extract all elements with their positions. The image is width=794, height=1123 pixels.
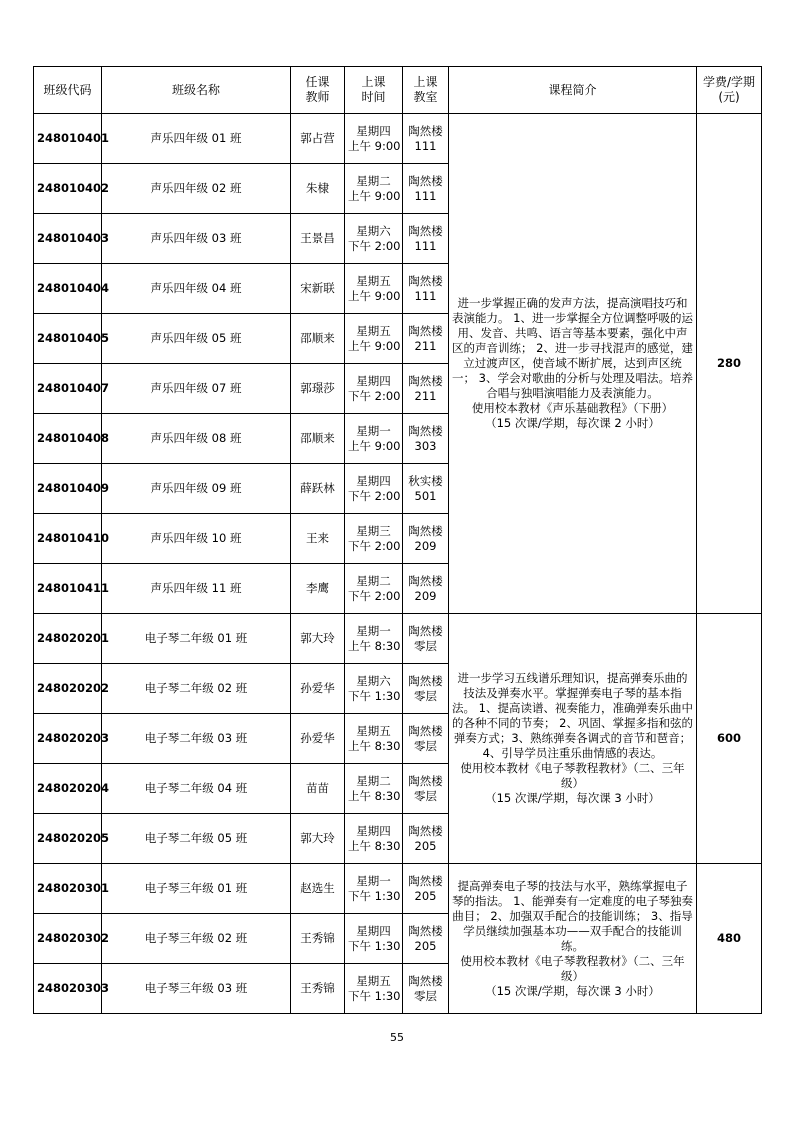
- teacher-cell: 朱棣: [291, 164, 345, 214]
- table-row: [34, 114, 762, 164]
- class-code-cell: 248020303: [34, 964, 102, 1014]
- course-schedule-table: [33, 66, 762, 1014]
- classroom-cell: [403, 214, 449, 264]
- course-description-text: （15 次课/学期，每次课 3 小时）: [485, 791, 660, 805]
- class-day: 星期一: [356, 623, 391, 638]
- class-time-cell: [345, 164, 403, 214]
- classroom-cell: [403, 314, 449, 364]
- classroom-building: 陶然楼: [408, 823, 443, 838]
- classroom-number: 零层: [414, 688, 437, 703]
- class-time-cell: [345, 914, 403, 964]
- class-hour: 下午 2:00: [348, 388, 401, 403]
- classroom-building: 陶然楼: [408, 773, 443, 788]
- class-code-cell: 248010409: [34, 464, 102, 514]
- classroom-cell: [403, 614, 449, 664]
- class-day: 星期五: [356, 973, 391, 988]
- header-time-line1: 上课: [361, 75, 386, 89]
- classroom-cell: [403, 964, 449, 1014]
- class-code-cell: 248020204: [34, 764, 102, 814]
- header-description: 课程简介: [449, 67, 697, 114]
- teacher-cell: 郭璟莎: [291, 364, 345, 414]
- course-description-cell: [449, 864, 697, 1014]
- course-description-text: 使用校本教材《声乐基础教程》（下册）: [471, 401, 674, 415]
- class-hour: 上午 9:00: [348, 338, 401, 353]
- teacher-cell: 王秀锦: [291, 914, 345, 964]
- class-name-cell: 声乐四年级 02 班: [102, 164, 291, 214]
- class-hour: 下午 1:30: [348, 688, 401, 703]
- class-time-cell: [345, 864, 403, 914]
- page-number: 55: [390, 1031, 404, 1044]
- class-code-cell: 248010404: [34, 264, 102, 314]
- class-code-cell: 248010401: [34, 114, 102, 164]
- class-time-cell: [345, 614, 403, 664]
- class-day: 星期一: [356, 423, 391, 438]
- header-teacher-line2: 教师: [305, 90, 330, 104]
- class-code-cell: 248010405: [34, 314, 102, 364]
- classroom-number: 209: [414, 588, 437, 603]
- classroom-building: 陶然楼: [408, 123, 443, 138]
- class-code-cell: 248010408: [34, 414, 102, 464]
- class-hour: 上午 8:30: [348, 738, 401, 753]
- classroom-building: 秋实楼: [408, 473, 443, 488]
- class-hour: 下午 2:00: [348, 588, 401, 603]
- classroom-cell: [403, 364, 449, 414]
- class-name-cell: 电子琴三年级 02 班: [102, 914, 291, 964]
- class-time-cell: [345, 564, 403, 614]
- classroom-building: 陶然楼: [408, 973, 443, 988]
- course-description-text: 使用校本教材《电子琴教程教材》（二、三年级）: [460, 761, 685, 790]
- course-description-text: 提高弹奏电子琴的技法与水平，熟练掌握电子琴的指法。 1、能弹奏有一定难度的电子琴独奏曲目； 2、加强双手配合的技能训练； 3、指导学员继续加强基本功——双手配合的技能训练。: [452, 878, 693, 953]
- classroom-number: 零层: [414, 788, 437, 803]
- class-hour: 下午 1:30: [348, 988, 401, 1003]
- class-day: 星期五: [356, 273, 391, 288]
- class-code-cell: 248010407: [34, 364, 102, 414]
- course-description-cell: [449, 114, 697, 614]
- teacher-cell: 邵顺来: [291, 414, 345, 464]
- header-teacher: [291, 67, 345, 114]
- class-code-cell: 248010402: [34, 164, 102, 214]
- class-day: 星期四: [356, 123, 391, 138]
- teacher-cell: 李鹰: [291, 564, 345, 614]
- class-day: 星期六: [356, 673, 391, 688]
- class-time-cell: [345, 764, 403, 814]
- class-hour: 上午 8:30: [348, 838, 401, 853]
- class-code-cell: 248020202: [34, 664, 102, 714]
- teacher-cell: 薛跃林: [291, 464, 345, 514]
- classroom-number: 205: [414, 888, 437, 903]
- class-hour: 下午 1:30: [348, 938, 401, 953]
- header-room: [403, 67, 449, 114]
- classroom-cell: [403, 814, 449, 864]
- class-code-cell: 248010410: [34, 514, 102, 564]
- classroom-number: 209: [414, 538, 437, 553]
- class-name-cell: 电子琴二年级 02 班: [102, 664, 291, 714]
- classroom-building: 陶然楼: [408, 173, 443, 188]
- header-row: [34, 67, 762, 114]
- class-hour: 下午 1:30: [348, 888, 401, 903]
- class-time-cell: [345, 514, 403, 564]
- classroom-cell: [403, 264, 449, 314]
- class-hour: 上午 9:00: [348, 288, 401, 303]
- teacher-cell: 宋新联: [291, 264, 345, 314]
- classroom-building: 陶然楼: [408, 873, 443, 888]
- classroom-number: 零层: [414, 988, 437, 1003]
- class-day: 星期二: [356, 173, 391, 188]
- class-code-cell: 248010403: [34, 214, 102, 264]
- class-time-cell: [345, 114, 403, 164]
- classroom-cell: [403, 714, 449, 764]
- classroom-number: 111: [414, 288, 437, 303]
- classroom-number: 211: [414, 338, 437, 353]
- header-fee: [697, 67, 762, 114]
- table-row: [34, 864, 762, 914]
- class-time-cell: [345, 714, 403, 764]
- course-description-text: （15 次课/学期，每次课 3 小时）: [485, 983, 660, 998]
- class-name-cell: 电子琴二年级 04 班: [102, 764, 291, 814]
- class-day: 星期五: [356, 323, 391, 338]
- classroom-cell: [403, 564, 449, 614]
- teacher-cell: 郭大玲: [291, 814, 345, 864]
- classroom-cell: [403, 164, 449, 214]
- table-header: [34, 67, 762, 114]
- class-hour: 下午 2:00: [348, 538, 401, 553]
- class-name-cell: 声乐四年级 01 班: [102, 114, 291, 164]
- classroom-cell: [403, 514, 449, 564]
- header-teacher-line1: 任课: [305, 75, 330, 89]
- classroom-number: 211: [414, 388, 437, 403]
- table-body: [34, 114, 762, 1014]
- classroom-building: 陶然楼: [408, 323, 443, 338]
- classroom-building: 陶然楼: [408, 923, 443, 938]
- classroom-cell: [403, 664, 449, 714]
- course-description-text: 使用校本教材《电子琴教程教材》（二、三年级）: [460, 953, 685, 983]
- class-name-cell: 声乐四年级 05 班: [102, 314, 291, 364]
- class-time-cell: [345, 464, 403, 514]
- classroom-building: 陶然楼: [408, 373, 443, 388]
- classroom-cell: [403, 114, 449, 164]
- class-hour: 下午 2:00: [348, 238, 401, 253]
- class-time-cell: [345, 214, 403, 264]
- classroom-number: 零层: [414, 638, 437, 653]
- class-code-cell: 248020205: [34, 814, 102, 864]
- class-time-cell: [345, 364, 403, 414]
- header-fee-line1: 学费/学期: [702, 75, 756, 89]
- classroom-building: 陶然楼: [408, 573, 443, 588]
- class-time-cell: [345, 314, 403, 364]
- class-name-cell: 电子琴二年级 01 班: [102, 614, 291, 664]
- teacher-cell: 孙爱华: [291, 714, 345, 764]
- header-room-line1: 上课: [413, 75, 438, 89]
- class-day: 星期四: [356, 923, 391, 938]
- tuition-fee-cell: 280: [697, 114, 762, 614]
- class-day: 星期六: [356, 223, 391, 238]
- class-day: 星期五: [356, 723, 391, 738]
- course-description-cell: [449, 614, 697, 864]
- class-hour: 上午 8:30: [348, 638, 401, 653]
- teacher-cell: 赵选生: [291, 864, 345, 914]
- teacher-cell: 邵顺来: [291, 314, 345, 364]
- tuition-fee-cell: 600: [697, 614, 762, 864]
- class-day: 星期四: [356, 473, 391, 488]
- teacher-cell: 郭占营: [291, 114, 345, 164]
- classroom-number: 111: [414, 188, 437, 203]
- classroom-number: 501: [414, 488, 437, 503]
- class-name-cell: 声乐四年级 09 班: [102, 464, 291, 514]
- teacher-cell: 苗苗: [291, 764, 345, 814]
- class-day: 星期四: [356, 373, 391, 388]
- class-name-cell: 声乐四年级 08 班: [102, 414, 291, 464]
- class-name-cell: 声乐四年级 11 班: [102, 564, 291, 614]
- classroom-building: 陶然楼: [408, 673, 443, 688]
- class-hour: 上午 9:00: [348, 188, 401, 203]
- classroom-cell: [403, 914, 449, 964]
- table-row: [34, 614, 762, 664]
- class-name-cell: 电子琴二年级 05 班: [102, 814, 291, 864]
- course-description-text: 进一步掌握正确的发声方法，提高演唱技巧和表演能力。 1、进一步掌握全方位调整呼吸的运用、发音、共鸣、语言等基本要素，强化中声区的声音训练； 2、进一步寻找混声的感觉，建立过渡声区，使音域不断扩展，达到声区统一； 3、学会对歌曲的分析与处理及唱法。培养合唱与独唱演唱能力及表演能力。: [452, 296, 693, 400]
- class-hour: 上午 9:00: [348, 438, 401, 453]
- class-hour: 下午 2:00: [348, 488, 401, 503]
- class-code-cell: 248020301: [34, 864, 102, 914]
- class-name-cell: 电子琴二年级 03 班: [102, 714, 291, 764]
- header-class-name: 班级名称: [102, 67, 291, 114]
- class-code-cell: 248020302: [34, 914, 102, 964]
- class-day: 星期四: [356, 823, 391, 838]
- class-time-cell: [345, 964, 403, 1014]
- header-room-line2: 教室: [413, 90, 438, 104]
- class-name-cell: 声乐四年级 07 班: [102, 364, 291, 414]
- class-code-cell: 248010411: [34, 564, 102, 614]
- classroom-number: 303: [414, 438, 437, 453]
- class-time-cell: [345, 264, 403, 314]
- class-day: 星期二: [356, 573, 391, 588]
- classroom-cell: [403, 414, 449, 464]
- class-day: 星期三: [356, 523, 391, 538]
- teacher-cell: 王来: [291, 514, 345, 564]
- class-time-cell: [345, 664, 403, 714]
- class-time-cell: [345, 414, 403, 464]
- classroom-number: 111: [414, 138, 437, 153]
- class-name-cell: 声乐四年级 10 班: [102, 514, 291, 564]
- course-description-text: 进一步学习五线谱乐理知识，提高弹奏乐曲的技法及弹奏水平。掌握弹奏电子琴的基本指法。 1、提高读谱、视奏能力，准确弹奏乐曲中的各种不同的节奏； 2、巩固、掌握多指和弦的弹奏方式；3、熟练弹奏各调式的音节和琶音； 4、引导学员注重乐曲情感的表达。: [452, 671, 693, 760]
- class-name-cell: 电子琴三年级 03 班: [102, 964, 291, 1014]
- classroom-cell: [403, 864, 449, 914]
- header-fee-line2: (元): [718, 90, 740, 104]
- class-hour: 上午 9:00: [348, 138, 401, 153]
- class-code-cell: 248020201: [34, 614, 102, 664]
- teacher-cell: 王景昌: [291, 214, 345, 264]
- classroom-cell: [403, 464, 449, 514]
- class-hour: 上午 8:30: [348, 788, 401, 803]
- classroom-building: 陶然楼: [408, 223, 443, 238]
- classroom-number: 205: [414, 938, 437, 953]
- class-code-cell: 248020203: [34, 714, 102, 764]
- classroom-building: 陶然楼: [408, 423, 443, 438]
- class-name-cell: 电子琴三年级 01 班: [102, 864, 291, 914]
- classroom-number: 205: [414, 838, 437, 853]
- classroom-building: 陶然楼: [408, 623, 443, 638]
- class-name-cell: 声乐四年级 04 班: [102, 264, 291, 314]
- classroom-building: 陶然楼: [408, 273, 443, 288]
- class-name-cell: 声乐四年级 03 班: [102, 214, 291, 264]
- class-day: 星期二: [356, 773, 391, 788]
- tuition-fee-cell: 480: [697, 864, 762, 1014]
- classroom-number: 111: [414, 238, 437, 253]
- class-time-cell: [345, 814, 403, 864]
- classroom-cell: [403, 764, 449, 814]
- classroom-building: 陶然楼: [408, 523, 443, 538]
- course-description-text: （15 次课/学期，每次课 2 小时）: [485, 416, 660, 430]
- class-day: 星期一: [356, 873, 391, 888]
- header-time: [345, 67, 403, 114]
- header-time-line2: 时间: [361, 90, 386, 104]
- classroom-building: 陶然楼: [408, 723, 443, 738]
- teacher-cell: 王秀锦: [291, 964, 345, 1014]
- classroom-number: 零层: [414, 738, 437, 753]
- header-class-code: 班级代码: [34, 67, 102, 114]
- teacher-cell: 孙爱华: [291, 664, 345, 714]
- teacher-cell: 郭大玲: [291, 614, 345, 664]
